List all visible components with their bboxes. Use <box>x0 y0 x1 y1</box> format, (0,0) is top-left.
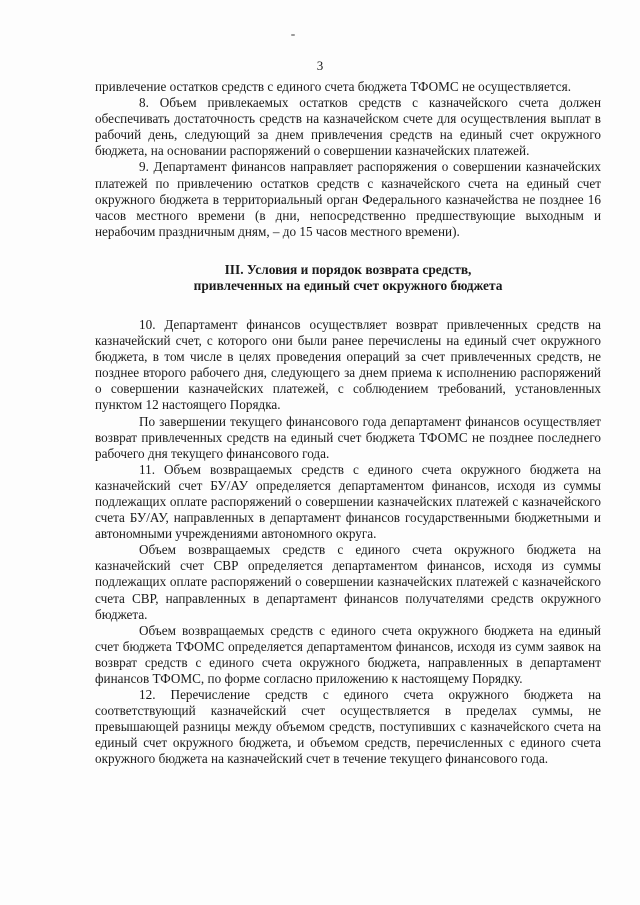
section-heading <box>95 262 601 294</box>
paragraph-year-end-return: По завершении текущего финансового года департамент финансов осуществляет возврат привлеченных средств на единый счет бюджета ТФОМС не позднее последнего рабочего дня текущего финансового года. <box>95 413 601 461</box>
paragraph-svr-return: Объем возвращаемых средств с единого счета окружного бюджета на казначейский счет СВР определяется департаментом финансов, исходя из суммы подлежащих оплате распоряжений о совершении казначейских платежей с казначейского счета СВР, направленных в департамент финансов получателями средств окружного бюджета. <box>95 542 601 622</box>
paragraph-item-8: 8. Объем привлекаемых остатков средств с казначейского счета должен обеспечивать достаточность средств на казначейском счете для осуществления выплат в рабочий день, следующий за днем привлечения средств на единый счет окружного бюджета, на основании распоряжений о совершении казначейских платежей. <box>95 95 601 159</box>
paragraph-tfoms-return: Объем возвращаемых средств с единого счета окружного бюджета на единый счет бюджета ТФОМС определяется департаментом финансов, исходя из сумм заявок на возврат средств с единого счета окружного бюджета, направленных в департамент финансов ТФОМС, по форме согласно приложению к настоящему Порядку. <box>95 622 601 686</box>
paragraph-item-9: 9. Департамент финансов направляет распоряжения о совершении казначейских платежей по привлечению остатков средств с казначейского счета на единый счет окружного бюджета в территориальный орган Федерального казначейства не позднее 16 часов местного времени (в дни, непосредственно предшествующие выходным и нерабочим праздничным дням, – до 15 часов местного времени). <box>95 159 601 239</box>
scan-artifact <box>291 34 295 36</box>
document-body <box>95 79 601 768</box>
paragraph-continuation: привлечение остатков средств с единого счета бюджета ТФОМС не осуществляется. <box>95 79 571 94</box>
paragraph-item-11: 11. Объем возвращаемых средств с единого счета окружного бюджета на казначейский счет БУ/АУ определяется департаментом финансов, исходя из суммы подлежащих оплате распоряжений о совершении казначейских платежей с казначейского счета БУ/АУ, направленных в департамент финансов государственными бюджетными и автономными учреждениями автономного округа. <box>95 461 601 542</box>
page-number: 3 <box>316 58 324 73</box>
paragraph-item-12: 12. Перечисление средств с единого счета окружного бюджета на соответствующий казначейский счет осуществляется в пределах суммы, не превышающей разницы между объемом средств, поступивших с казначейского счета на единый счет окружного бюджета, и объемом средств, перечисленных с единого счета окружного бюджета на казначейский счет в течение текущего финансового года. <box>95 687 601 767</box>
section-heading-line1: III. Условия и порядок возврата средств, <box>224 261 472 277</box>
paragraph-item-10: 10. Департамент финансов осуществляет возврат привлеченных средств на казначейский счет, с которого они были ранее перечислены на единый счет окружного бюджета, в том числе в целях проведения операций за счет привлеченных средств, не позднее второго рабочего дня, следующего за днем приема к исполнению распоряжений о совершении казначейских платежей, с соблюдением требований, установленных пунктом 12 настоящего Порядка. <box>95 316 601 413</box>
section-heading-line2: привлеченных на единый счет окружного бюджета <box>193 277 503 293</box>
